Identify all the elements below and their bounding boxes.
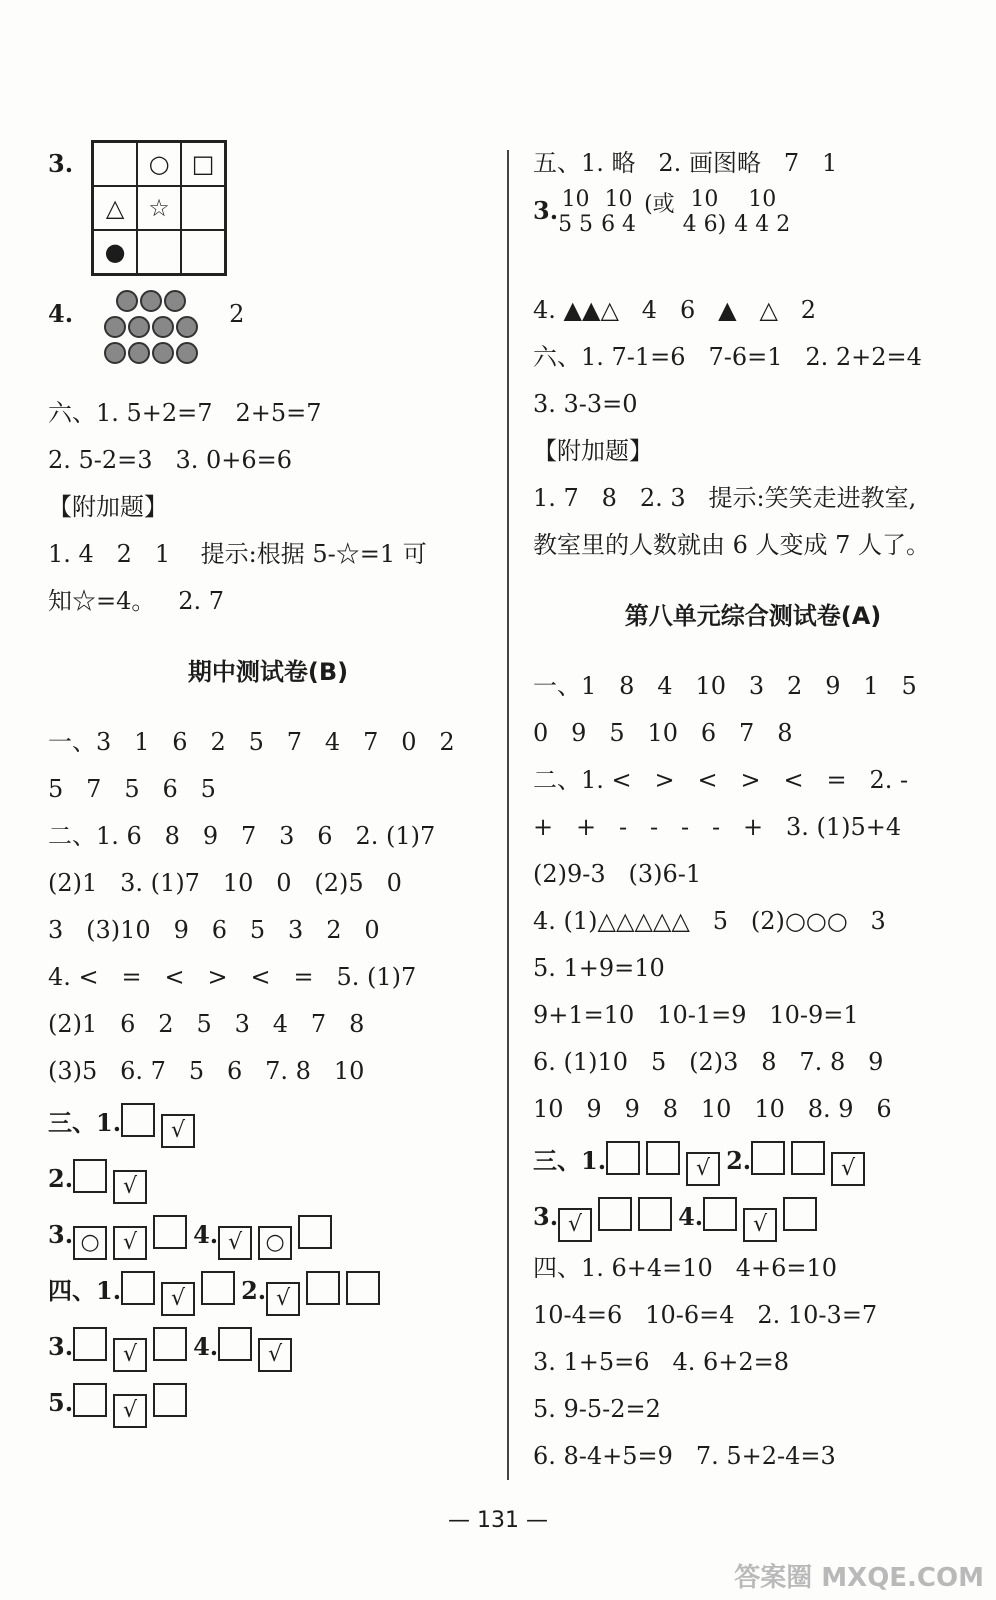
answer-line: 【附加题】 [533, 437, 653, 465]
answer-box [783, 1197, 817, 1231]
answer-line: 【附加题】 [48, 493, 168, 521]
question-label: 2. [241, 1276, 267, 1305]
answer-box-row [48, 1207, 488, 1263]
grid-cell: □ [181, 142, 225, 186]
answer-box-row [48, 1319, 488, 1375]
bond-bottom: 6 4 [601, 212, 637, 237]
answer-box: ○ [258, 1226, 292, 1260]
answer-line: 六、1. 7-1=6 7-6=1 2. 2+2=4 [533, 343, 922, 371]
answer-box: √ [113, 1170, 147, 1204]
left-column [48, 140, 488, 1431]
answer-line: 3 (3)10 9 6 5 3 2 0 [48, 916, 380, 944]
answer-box [218, 1327, 252, 1361]
answer-box [791, 1141, 825, 1175]
grid-question [48, 140, 488, 290]
answer-line: + + - - - - + 3. (1)5+4 [533, 813, 902, 841]
number-bond [644, 187, 675, 218]
answer-line: 3. 1+5=6 4. 6+2=8 [533, 1348, 789, 1376]
dot [128, 342, 150, 364]
answer-line: (2)9-3 (3)6-1 [533, 860, 702, 888]
answer-box: √ [686, 1152, 720, 1186]
answer-box [153, 1215, 187, 1249]
dot [152, 342, 174, 364]
dots-question [48, 290, 488, 390]
question-label: 2. [726, 1146, 752, 1175]
answer-box [153, 1383, 187, 1417]
answer-box [646, 1141, 680, 1175]
answer-box [703, 1197, 737, 1231]
answer-box [606, 1141, 640, 1175]
answer-line: 知☆=4。 2. 7 [48, 587, 225, 615]
answer-line: 一、3 1 6 2 5 7 4 7 0 2 [48, 728, 455, 756]
answer-line: 10 9 9 8 10 10 8. 9 6 [533, 1095, 892, 1123]
answer-line: 四、1. 6+4=10 4+6=10 [533, 1254, 838, 1282]
answer-line: 二、1. < > < > < = 2. - [533, 766, 909, 794]
question-label: 2. [48, 1164, 74, 1193]
grid-cell [93, 142, 137, 186]
answer-line: 9+1=10 10-1=9 10-9=1 [533, 1001, 859, 1029]
answer-line: 一、1 8 4 10 3 2 9 1 5 [533, 672, 917, 700]
answer-box-row [48, 1095, 488, 1151]
answer-box [73, 1159, 107, 1193]
answer-box: √ [113, 1226, 147, 1260]
grid-cell: ○ [137, 142, 181, 186]
answer-line: 二、1. 6 8 9 7 3 6 2. (1)7 [48, 822, 436, 850]
answer-box: ○ [73, 1226, 107, 1260]
dot [152, 316, 174, 338]
bond-bottom: 4 4 2 [734, 212, 791, 237]
answer-line: 六、1. 5+2=7 2+5=7 [48, 399, 322, 427]
answer-box [73, 1327, 107, 1361]
number-bond [601, 187, 636, 237]
shape-grid [91, 140, 227, 276]
answer-line: 5 7 5 6 5 [48, 775, 216, 803]
dot [176, 316, 198, 338]
answer-box: √ [161, 1282, 195, 1316]
question-label: 3. [48, 1220, 74, 1249]
answer-line: 教室里的人数就由 6 人变成 7 人了。 [533, 531, 931, 559]
answer-box: √ [113, 1338, 147, 1372]
watermark: 答案圈 MXQE.COM [734, 1563, 984, 1593]
page-number: — 131 — [448, 1508, 548, 1533]
answer-box: √ [218, 1226, 252, 1260]
dot [104, 342, 126, 364]
grid-cell: △ [93, 186, 137, 230]
question-label: 4. [193, 1220, 219, 1249]
answer-box-row [48, 1263, 488, 1319]
answer-box: √ [558, 1208, 592, 1242]
question-label: 3. [48, 1332, 74, 1361]
dot [128, 316, 150, 338]
answer-line: 5. 9-5-2=2 [533, 1395, 661, 1423]
answer-line: 1. 7 8 2. 3 提示:笑笑走进教室, [533, 484, 917, 512]
answer-box: √ [743, 1208, 777, 1242]
answer-line: 五、1. 略 2. 画图略 7 1 [533, 149, 838, 177]
grid-cell: ☆ [137, 186, 181, 230]
answer-line: 3. 3-3=0 [533, 390, 638, 418]
number-bond [558, 187, 593, 237]
number-bond-row [533, 187, 973, 287]
question-label: 3. [533, 196, 559, 225]
answer-box [346, 1271, 380, 1305]
answer-line: (2)1 3. (1)7 10 0 (2)5 0 [48, 869, 402, 897]
right-column [533, 140, 973, 1480]
dot [140, 290, 162, 312]
answer-line: 4. ▲▲△ 4 6 ▲ △ 2 [533, 296, 817, 324]
answer-line: 1. 4 2 1 提示:根据 5-☆=1 可 [48, 540, 427, 568]
answer: 2 [229, 300, 245, 328]
bond-top: 10 [561, 187, 590, 212]
grid-cell [181, 186, 225, 230]
answer-line: 4. (1)△△△△△ 5 (2)○○○ 3 [533, 907, 886, 935]
answer-box [751, 1141, 785, 1175]
question-label: 5. [48, 1388, 74, 1417]
question-label: 4. [678, 1202, 704, 1231]
bond-bottom: 4 6) [682, 212, 727, 237]
grid-cell: ● [93, 230, 137, 274]
answer-box: √ [161, 1114, 195, 1148]
question-label: 三、1. [533, 1146, 607, 1175]
bond-bottom: 5 5 [558, 212, 594, 237]
number-bond [683, 187, 727, 237]
answer-box [598, 1197, 632, 1231]
dot [116, 290, 138, 312]
answer-box: √ [831, 1152, 865, 1186]
answer-box [73, 1383, 107, 1417]
answer-line: 6. (1)10 5 (2)3 8 7. 8 9 [533, 1048, 884, 1076]
answer-line: 6. 8-4+5=9 7. 5+2-4=3 [533, 1442, 836, 1470]
answer-box [153, 1327, 187, 1361]
answer-box-row [48, 1375, 488, 1431]
answer-box [638, 1197, 672, 1231]
grid-cell [137, 230, 181, 274]
question-label: 4. [48, 299, 74, 328]
bond-top: 10 [748, 187, 777, 212]
answer-box [201, 1271, 235, 1305]
section-title: 期中测试卷(B) [187, 658, 349, 686]
dot [164, 290, 186, 312]
question-label: 3. [533, 1202, 559, 1231]
dot [176, 342, 198, 364]
number-bond [734, 187, 790, 237]
bond-top: 10 [604, 187, 633, 212]
answer-line: (3)5 6. 7 5 6 7. 8 10 [48, 1057, 365, 1085]
answer-line: 5. 1+9=10 [533, 954, 665, 982]
section-title: 第八单元综合测试卷(A) [624, 602, 882, 630]
answer-line: 2. 5-2=3 3. 0+6=6 [48, 446, 292, 474]
dot [104, 316, 126, 338]
answer-box-row [533, 1189, 973, 1245]
answer-box: √ [113, 1394, 147, 1428]
grid-cell [181, 230, 225, 274]
dot-triangle [103, 290, 199, 368]
answer-line: 10-4=6 10-6=4 2. 10-3=7 [533, 1301, 878, 1329]
answer-box [306, 1271, 340, 1305]
answer-line: 4. < = < > < = 5. (1)7 [48, 963, 417, 991]
bond-top: 10 [690, 187, 719, 212]
answer-line: (2)1 6 2 5 3 4 7 8 [48, 1010, 365, 1038]
answer-box: √ [266, 1282, 300, 1316]
answer-box-row [48, 1151, 488, 1207]
question-label: 4. [193, 1332, 219, 1361]
question-label: 3. [48, 149, 74, 178]
answer-line: 0 9 5 10 6 7 8 [533, 719, 793, 747]
question-label: 四、1. [48, 1276, 122, 1305]
answer-box: √ [258, 1338, 292, 1372]
bond-top: (或 [644, 192, 675, 217]
answer-box [298, 1215, 332, 1249]
column-divider [507, 150, 509, 1480]
answer-box [121, 1103, 155, 1137]
question-label: 三、1. [48, 1108, 122, 1137]
answer-box [121, 1271, 155, 1305]
answer-box-row [533, 1133, 973, 1189]
